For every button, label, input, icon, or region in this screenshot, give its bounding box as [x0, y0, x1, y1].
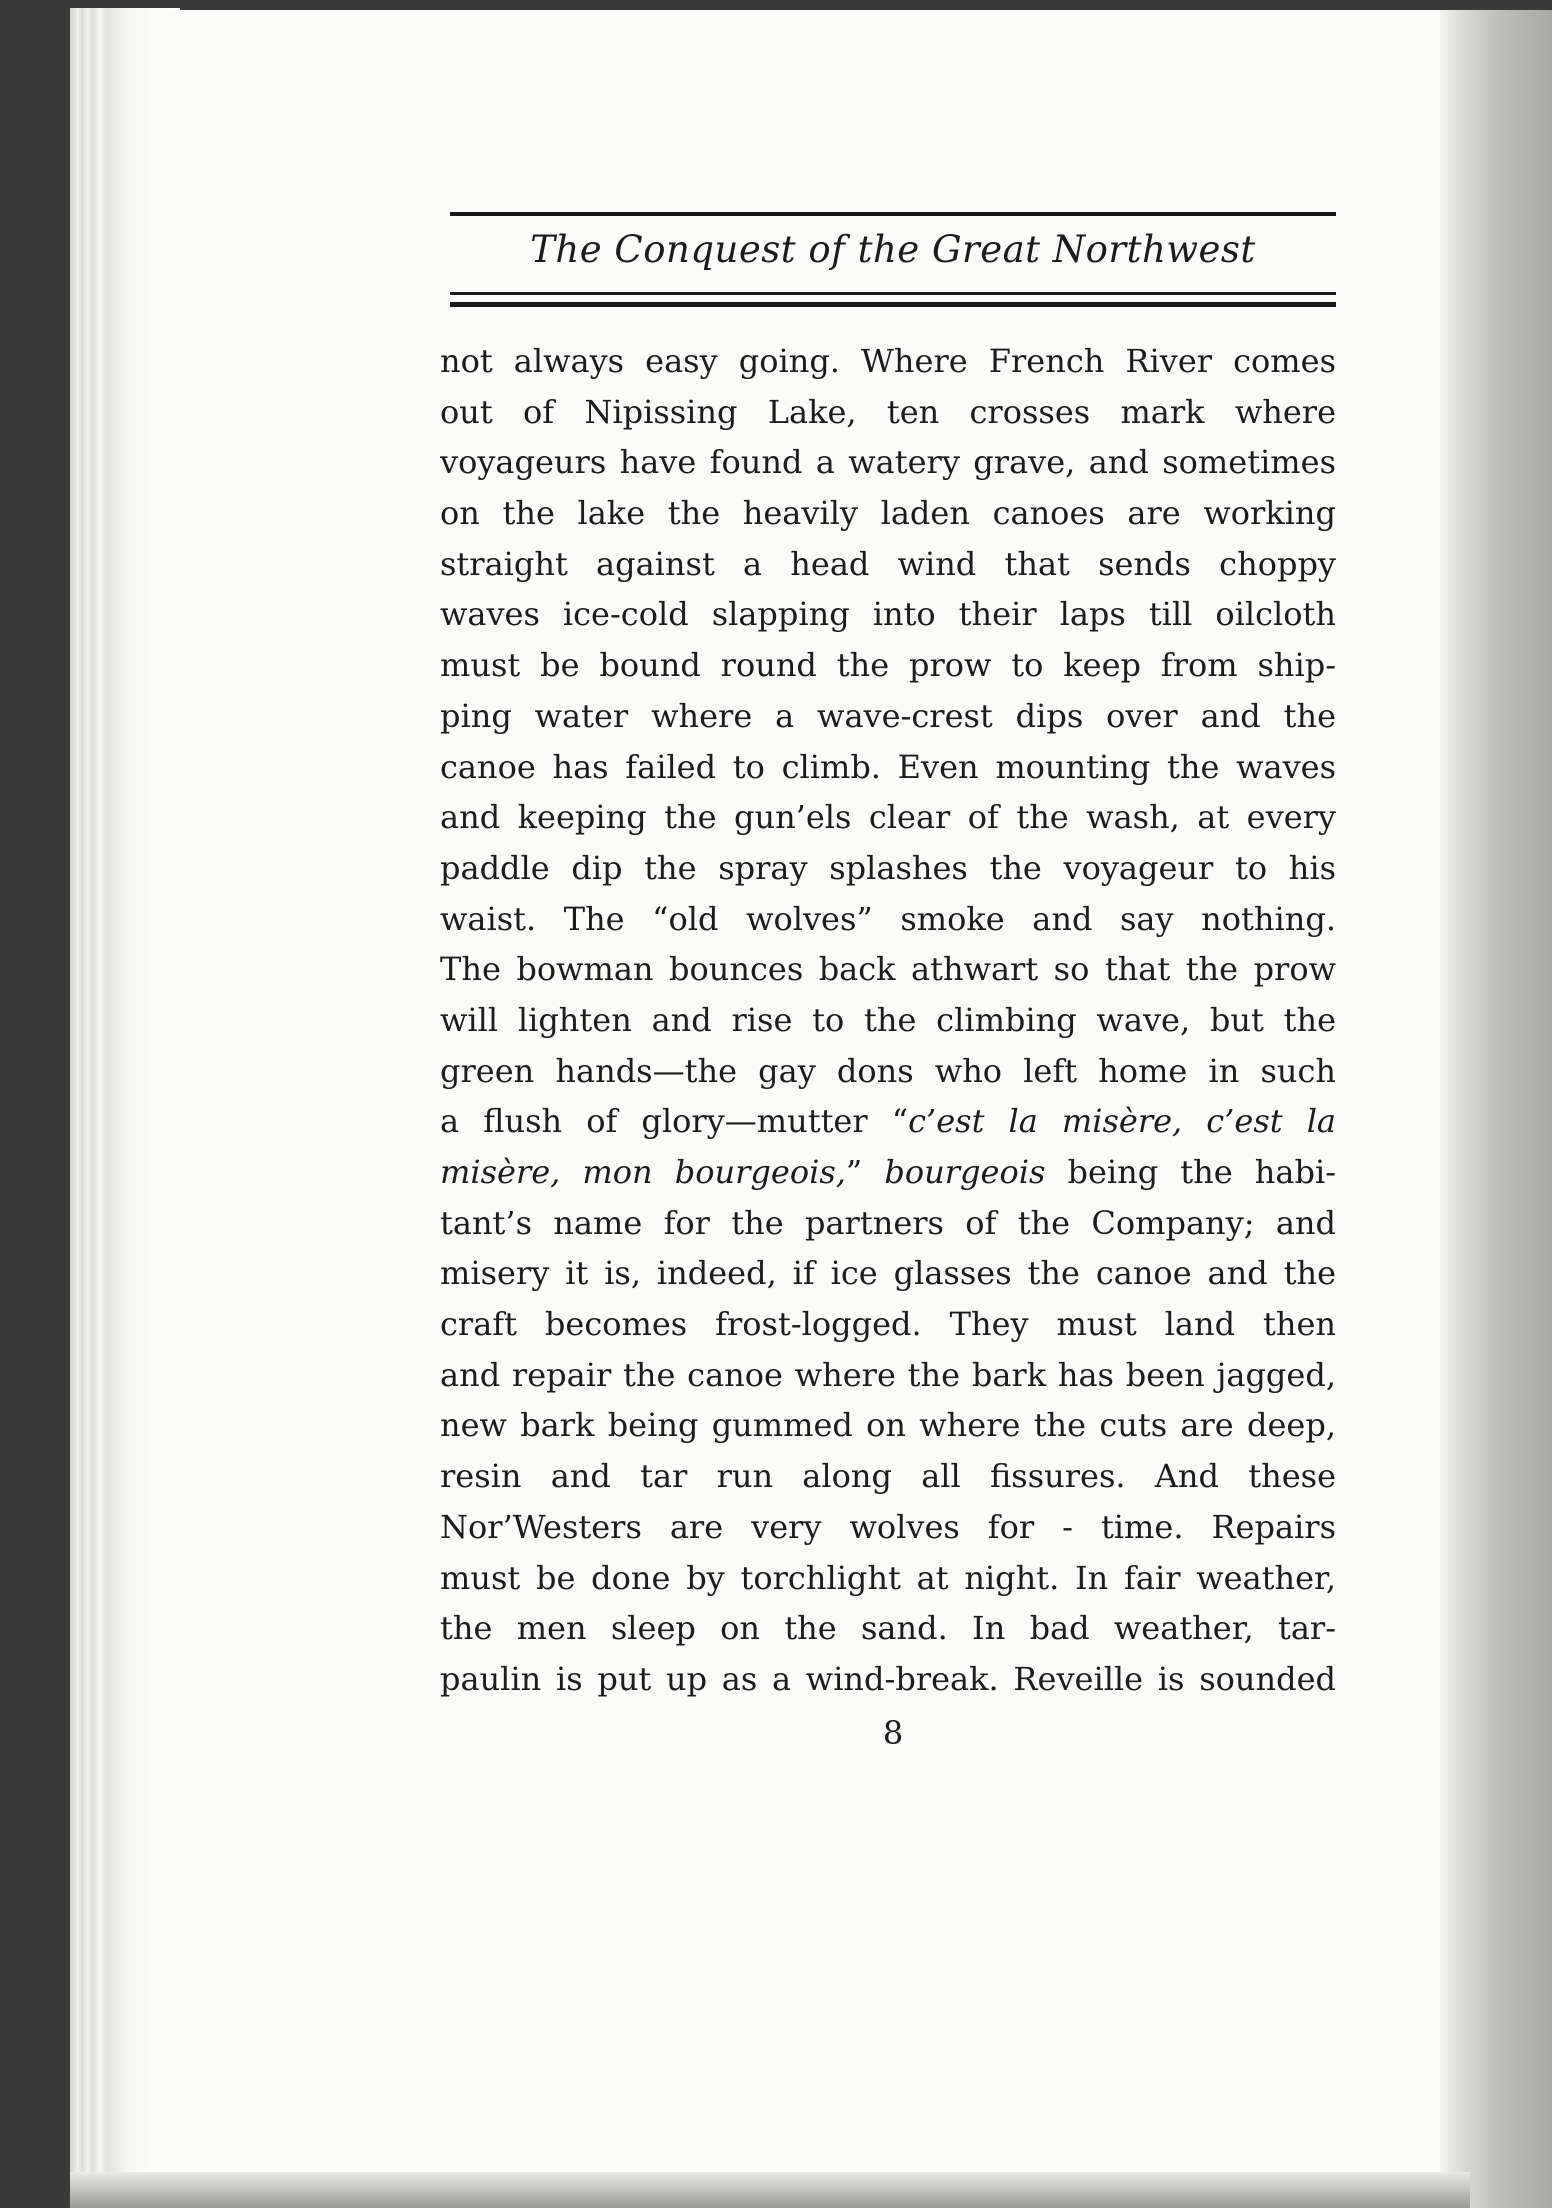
text-line: [440, 1553, 1336, 1604]
text-run: and repair the canoe where the bark has been jagged,: [440, 1355, 1336, 1394]
text-line: [440, 1046, 1336, 1097]
text-run: ping water where a wave-crest dips over and the: [440, 696, 1336, 735]
text-line: [440, 387, 1336, 438]
text-run: not always easy going. Where French River comes: [440, 342, 1336, 380]
text-line: [440, 1654, 1336, 1705]
text-run: The bowman bounces back athwart so that the prow: [440, 950, 1336, 989]
text-line: [440, 1198, 1336, 1249]
text-run: paulin is put up as a wind-break. Reveille is sounded: [440, 1659, 1336, 1698]
text-line: [440, 488, 1336, 539]
text-run: must be done by torchlight at night. In fair weather,: [440, 1558, 1336, 1597]
header-rule-bottom-thick: [450, 302, 1336, 307]
text-run: resin and tar run along all fissures. And these: [440, 1457, 1336, 1496]
text-run: waist. The “old wolves” smoke and say nothing.: [440, 899, 1336, 938]
header-rule-bottom-thin: [450, 292, 1336, 295]
text-run: must be bound round the prow to keep from ship-: [440, 646, 1336, 685]
gutter-shadow: [1440, 10, 1552, 2208]
text-run: voyageurs have found a watery grave, and sometimes: [440, 443, 1336, 482]
text-line: [440, 843, 1336, 894]
text-run: on the lake the heavily laden canoes are working: [440, 494, 1336, 533]
text-run: waves ice-cold slapping into their laps till oilcloth: [440, 595, 1336, 634]
body-text: [440, 336, 1336, 1705]
text-line: [440, 589, 1336, 640]
text-line: [440, 995, 1336, 1046]
text-line: [440, 1350, 1336, 1401]
text-run: craft becomes frost-logged. They must land then: [440, 1305, 1336, 1344]
text-line: [440, 691, 1336, 742]
text-run: the men sleep on the sand. In bad weather, tar-: [440, 1609, 1336, 1648]
text-line: [440, 742, 1336, 793]
italic-text: bourgeois: [884, 1153, 1046, 1191]
text-run: canoe has failed to climb. Even mounting the waves: [440, 747, 1336, 786]
text-line: [440, 1502, 1336, 1553]
text-run: misery it is, indeed, if ice glasses the canoe and the: [440, 1254, 1336, 1293]
text-run: new bark being gummed on where the cuts are deep,: [440, 1406, 1336, 1445]
text-run: ”: [845, 1153, 885, 1191]
text-line: [440, 336, 1336, 387]
text-run: being the habi-: [1045, 1153, 1336, 1191]
text-run: paddle dip the spray splashes the voyageur to his: [440, 848, 1336, 887]
text-line: [440, 1147, 1336, 1198]
text-line: [440, 1400, 1336, 1451]
text-line: [440, 1248, 1336, 1299]
running-head: The Conquest of the Great Northwest: [530, 228, 1256, 271]
text-run: a flush of glory—mutter “: [440, 1102, 909, 1141]
text-line: [440, 1299, 1336, 1350]
text-run: out of Nipissing Lake, ten crosses mark where: [440, 392, 1336, 431]
page-number: 8: [882, 1714, 904, 1752]
text-line: [440, 640, 1336, 691]
text-line: [440, 1451, 1336, 1502]
text-line: [440, 1096, 1336, 1147]
text-line: [440, 792, 1336, 843]
text-run: and keeping the gun’els clear of the wash, at every: [440, 798, 1336, 837]
header-rule-top: [450, 212, 1336, 216]
text-run: will lighten and rise to the climbing wave, but the: [440, 1000, 1336, 1039]
page-bottom-shadow: [70, 2172, 1470, 2208]
text-line: [440, 437, 1336, 488]
text-line: [440, 1603, 1336, 1654]
text-run: tant’s name for the partners of the Company; and: [440, 1203, 1336, 1242]
text-run: green hands—the gay dons who left home in such: [440, 1051, 1336, 1090]
text-run: straight against a head wind that sends choppy: [440, 544, 1336, 583]
text-line: [440, 894, 1336, 945]
text-line: [440, 539, 1336, 590]
italic-text: c’est la misère, c’est la: [908, 1102, 1336, 1141]
text-run: Nor’Westers are very wolves for - time. Repairs: [440, 1507, 1336, 1546]
italic-text: misère, mon bourgeois,: [440, 1153, 846, 1191]
text-line: [440, 944, 1336, 995]
